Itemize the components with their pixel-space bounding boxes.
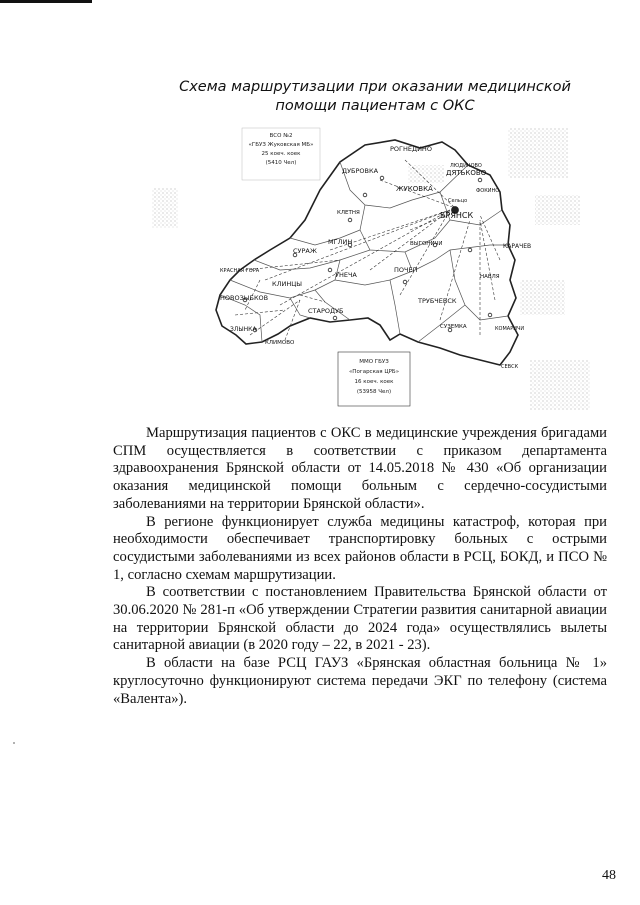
top-rule — [0, 0, 92, 3]
label-suzemka: СУЗЕМКА — [440, 324, 467, 330]
label-sevsk: СЕВСК — [501, 364, 519, 370]
margin-mark — [13, 742, 15, 744]
label-komarichi: КОМАРИЧИ — [495, 326, 525, 332]
district-borders — [220, 162, 508, 342]
top-box-line-3: 25 коеч. коек — [261, 151, 301, 157]
label-zhukovka: ЖУКОВКА — [396, 185, 433, 193]
label-novozybkov: НОВОЗЫБКОВ — [220, 294, 269, 302]
page-number: 48 — [602, 868, 616, 883]
label-bryansk: БРЯНСК — [440, 211, 474, 220]
page-title — [170, 78, 580, 116]
label-kletnya: КЛЕТНЯ — [337, 210, 360, 216]
label-klintsy: КЛИНЦЫ — [272, 280, 303, 288]
label-klimovo: КЛИМОВО — [265, 340, 295, 346]
top-box-line-2: «ГБУЗ Жуковская МБ» — [248, 142, 314, 148]
label-trubchevsk: ТРУБЧЕВСК — [418, 297, 457, 305]
paragraph-3: В соответствии с постановлением Правительства Брянской области от 30.06.2020 № 281-п «Об утверждении Стратегии развития санитарной авиации на территории Брянской области до 2024 года» осуществлялись вылеты санитарной авиации (в 2020 году – 22, в 2021 - 23). — [113, 584, 607, 654]
label-seltso: Сельцо — [448, 198, 468, 204]
label-zlynka: ЗЛЫНКА — [230, 326, 257, 333]
paragraph-4: В области на базе РСЦ ГАУЗ «Брянская областная больница № 1» круглосуточно функционируют система передачи ЭКГ по телефону (система «Валента»). — [113, 655, 607, 707]
title-line-2: помощи пациентам с ОКС — [275, 98, 475, 114]
bottom-box-line-3: 16 коеч. коек — [354, 379, 394, 385]
label-vygonichi: ВЫГОНИЧИ — [410, 241, 443, 247]
label-krasnaya-gora: КРАСНАЯ ГОРА — [220, 268, 260, 274]
label-rognedino: РОГНЕДИНО — [390, 145, 432, 153]
label-starodub: СТАРОДУБ — [308, 307, 344, 315]
bottom-box-line-1: ММО ГБУЗ — [359, 359, 389, 365]
label-navlya: НАВЛЯ — [480, 274, 500, 280]
label-unecha: УНЕЧА — [335, 271, 357, 279]
label-karachev: КАРАЧЕВ — [503, 243, 532, 250]
label-lyudinovo: ЛЮДИНОВО — [450, 163, 482, 169]
label-fokino: ФОКИНО — [476, 188, 500, 194]
label-dubrovka: ДУБРОВКА — [342, 167, 379, 175]
bottom-info-box — [338, 352, 410, 406]
routing-map — [150, 120, 615, 420]
paragraph-1: Маршрутизация пациентов с ОКС в медицинские учреждения бригадами СПМ осуществляется в соответствии с приказом департамента здравоохранения Брянской области от 14.05.2018 № 430 «Об организации оказания медицинской помощи больным с сердечно-сосудистыми заболеваниями на территории Брянской области». — [113, 425, 607, 512]
top-info-box — [242, 128, 320, 180]
bottom-box-line-2: «Погарская ЦРБ» — [348, 369, 400, 375]
body-text — [113, 425, 607, 708]
label-surazh: СУРАЖ — [293, 247, 317, 255]
label-pochep: ПОЧЕП — [394, 266, 418, 274]
routing-arrows — [235, 160, 500, 340]
paragraph-2: В регионе функционирует служба медицины катастроф, которая при необходимости обеспечивает транспортировку больных с острыми сосудистыми заболеваниями из всех районов области в РСЦ, БОКД, и ПСО № 1, согласно схемам маршрутизации. — [113, 513, 607, 583]
title-line-1: Схема маршрутизации при оказании медицинской — [179, 79, 571, 95]
top-box-line-4: (5410 Чел) — [265, 160, 297, 166]
top-box-line-1: ВСО №2 — [269, 133, 293, 139]
label-dyatkovo: ДЯТЬКОВО — [446, 169, 487, 177]
label-mglin: МГЛИН — [328, 238, 353, 246]
bottom-box-line-4: (53958 Чел) — [356, 389, 392, 395]
